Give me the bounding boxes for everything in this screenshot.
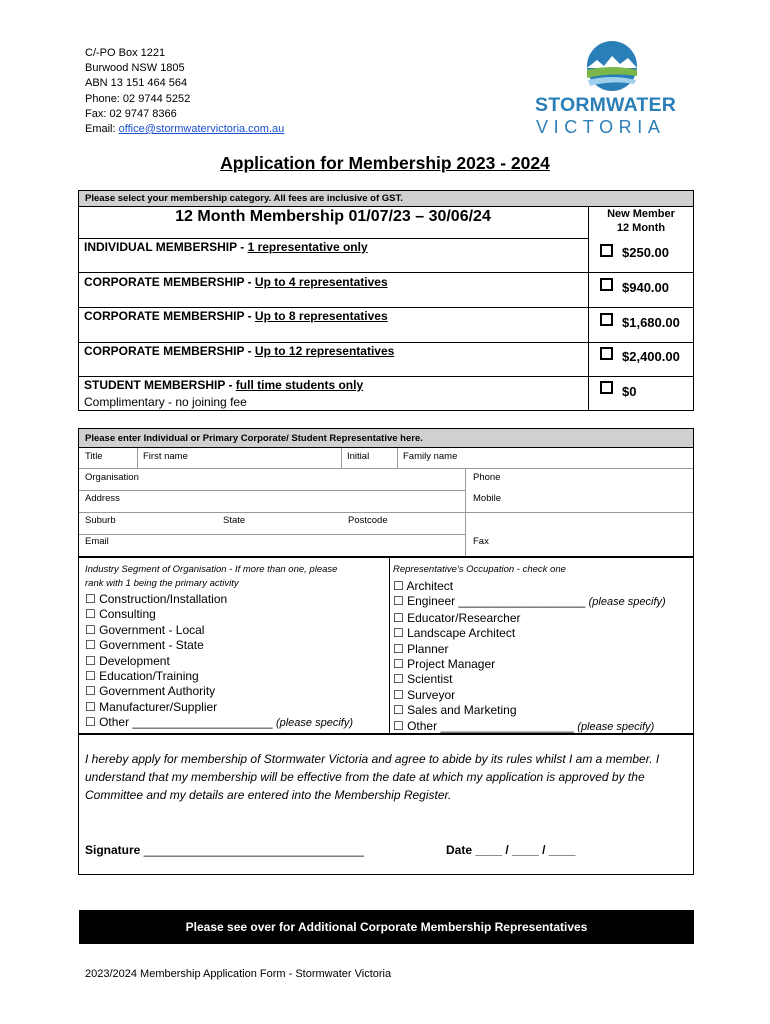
occupation-option[interactable]: ☐ Architect xyxy=(393,579,454,593)
phone-field[interactable]: Phone xyxy=(473,472,501,483)
occupation-option[interactable]: ☐ Surveyor xyxy=(393,687,456,702)
email-line: Email: office@stormwatervictoria.com.au xyxy=(85,123,285,136)
occupation-heading: Representative's Occupation - check one xyxy=(393,564,566,575)
occupation-option-other[interactable]: ☐ Other ____________________ (please specify) xyxy=(393,718,655,733)
title-field[interactable]: Title xyxy=(85,451,103,462)
suburb-field[interactable]: Suburb xyxy=(85,515,116,526)
industry-heading: Industry Segment of Organisation - If more than one, please rank with 1 being the primary activity xyxy=(85,564,338,589)
logo-word-stormwater: STORMWATER xyxy=(535,94,677,116)
logo-word-victoria: VICTORIA xyxy=(536,117,666,137)
occupation-option[interactable]: ☐ Sales and Marketing xyxy=(393,703,517,718)
date-field[interactable]: Date ____ / ____ / ____ xyxy=(446,843,576,857)
declaration-text: I hereby apply for membership of Stormwater Victoria and agree to abide by its rules whilst I am a member. I understand that my membership will be effective from the date at which my application is approved by the Committee and my details are entered into the Membership Register. xyxy=(85,752,660,802)
page-footer: 2023/2024 Membership Application Form - Stormwater Victoria xyxy=(85,968,392,980)
industry-option-other[interactable]: ☐ Other _____________________ (please specify) xyxy=(85,715,353,730)
occupation-option[interactable]: ☐ Scientist xyxy=(393,672,453,687)
price-individual: $250.00 xyxy=(622,245,669,260)
membership-option-corporate-4: CORPORATE MEMBERSHIP - Up to 4 representatives xyxy=(84,275,388,289)
address-line-1: C/-PO Box 1221 xyxy=(85,47,166,59)
checkbox-student[interactable] xyxy=(600,381,613,394)
industry-option[interactable]: ☐ Construction/Installation xyxy=(85,592,228,606)
occupation-options xyxy=(393,579,666,735)
email-field[interactable]: Email xyxy=(85,536,109,547)
fax-field[interactable]: Fax xyxy=(473,536,489,547)
occupation-option[interactable]: ☐ Project Manager xyxy=(393,657,496,672)
organisation-field[interactable]: Organisation xyxy=(85,472,139,483)
occupation-option[interactable]: ☐ Landscape Architect xyxy=(393,626,516,641)
address-field[interactable]: Address xyxy=(85,493,120,504)
industry-option[interactable]: ☐ Government - Local xyxy=(85,622,205,637)
initial-field[interactable]: Initial xyxy=(347,451,370,462)
price-corporate-12: $2,400.00 xyxy=(622,349,680,364)
new-member-header: New Member xyxy=(607,208,675,220)
address-line-2: Burwood NSW 1805 xyxy=(85,62,185,75)
corporate-reps-banner: Please see over for Additional Corporate Membership Representatives xyxy=(79,910,694,944)
postcode-field[interactable]: Postcode xyxy=(348,515,388,526)
industry-option[interactable]: ☐ Consulting xyxy=(85,607,156,622)
membership-option-corporate-8: CORPORATE MEMBERSHIP - Up to 8 representatives xyxy=(84,309,388,323)
industry-option[interactable]: ☐ Education/Training xyxy=(85,669,199,684)
state-field[interactable]: State xyxy=(223,515,246,526)
occupation-option[interactable]: ☐ Educator/Researcher xyxy=(393,610,521,625)
checkbox-corporate-4[interactable] xyxy=(600,278,613,291)
checkbox-individual[interactable] xyxy=(600,244,613,257)
abn: ABN 13 151 464 564 xyxy=(85,77,188,90)
page-title: Application for Membership 2023 - 2024 xyxy=(220,153,550,173)
membership-option-student: STUDENT MEMBERSHIP - full time students only xyxy=(84,378,364,392)
fax-number: Fax: 02 9747 8366 xyxy=(85,107,177,120)
twelve-month-header: 12 Month xyxy=(616,222,666,234)
price-student: $0 xyxy=(622,384,637,399)
industry-options xyxy=(85,592,353,732)
student-note: Complimentary - no joining fee xyxy=(84,395,247,409)
representative-table xyxy=(78,428,694,557)
occupation-option[interactable]: ☐ Planner xyxy=(393,641,449,656)
occupation-option-engineer[interactable]: ☐ Engineer ___________________ (please specify) xyxy=(393,594,666,609)
contact-block xyxy=(85,46,284,137)
industry-option[interactable]: ☐ Government Authority xyxy=(85,684,216,699)
price-corporate-8: $1,680.00 xyxy=(622,315,680,330)
price-corporate-4: $940.00 xyxy=(622,280,669,295)
membership-option-corporate-12: CORPORATE MEMBERSHIP - Up to 12 representatives xyxy=(84,344,395,358)
first-name-field[interactable]: First name xyxy=(143,451,188,462)
logo-emblem-icon xyxy=(582,40,642,92)
membership-instruction: Please select your membership category. All fees are inclusive of GST. xyxy=(79,191,693,207)
industry-option[interactable]: ☐ Manufacturer/Supplier xyxy=(85,699,218,714)
mobile-field[interactable]: Mobile xyxy=(473,493,501,504)
stormwater-logo xyxy=(532,40,692,140)
representative-instruction: Please enter Individual or Primary Corporate/ Student Representative here. xyxy=(79,429,693,448)
checkbox-corporate-8[interactable] xyxy=(600,313,613,326)
family-name-field[interactable]: Family name xyxy=(403,451,458,462)
email-link[interactable]: office@stormwatervictoria.com.au xyxy=(118,123,285,136)
membership-heading: 12 Month Membership 01/07/23 – 30/06/24 xyxy=(175,208,491,225)
industry-option[interactable]: ☐ Government - State xyxy=(85,638,204,653)
phone-number: Phone: 02 9744 5252 xyxy=(85,92,191,105)
industry-option[interactable]: ☐ Development xyxy=(85,653,170,668)
checkbox-corporate-12[interactable] xyxy=(600,347,613,360)
membership-option-individual: INDIVIDUAL MEMBERSHIP - 1 representative only xyxy=(84,240,368,254)
signature-field[interactable]: Signature _________________________________ xyxy=(85,843,364,857)
